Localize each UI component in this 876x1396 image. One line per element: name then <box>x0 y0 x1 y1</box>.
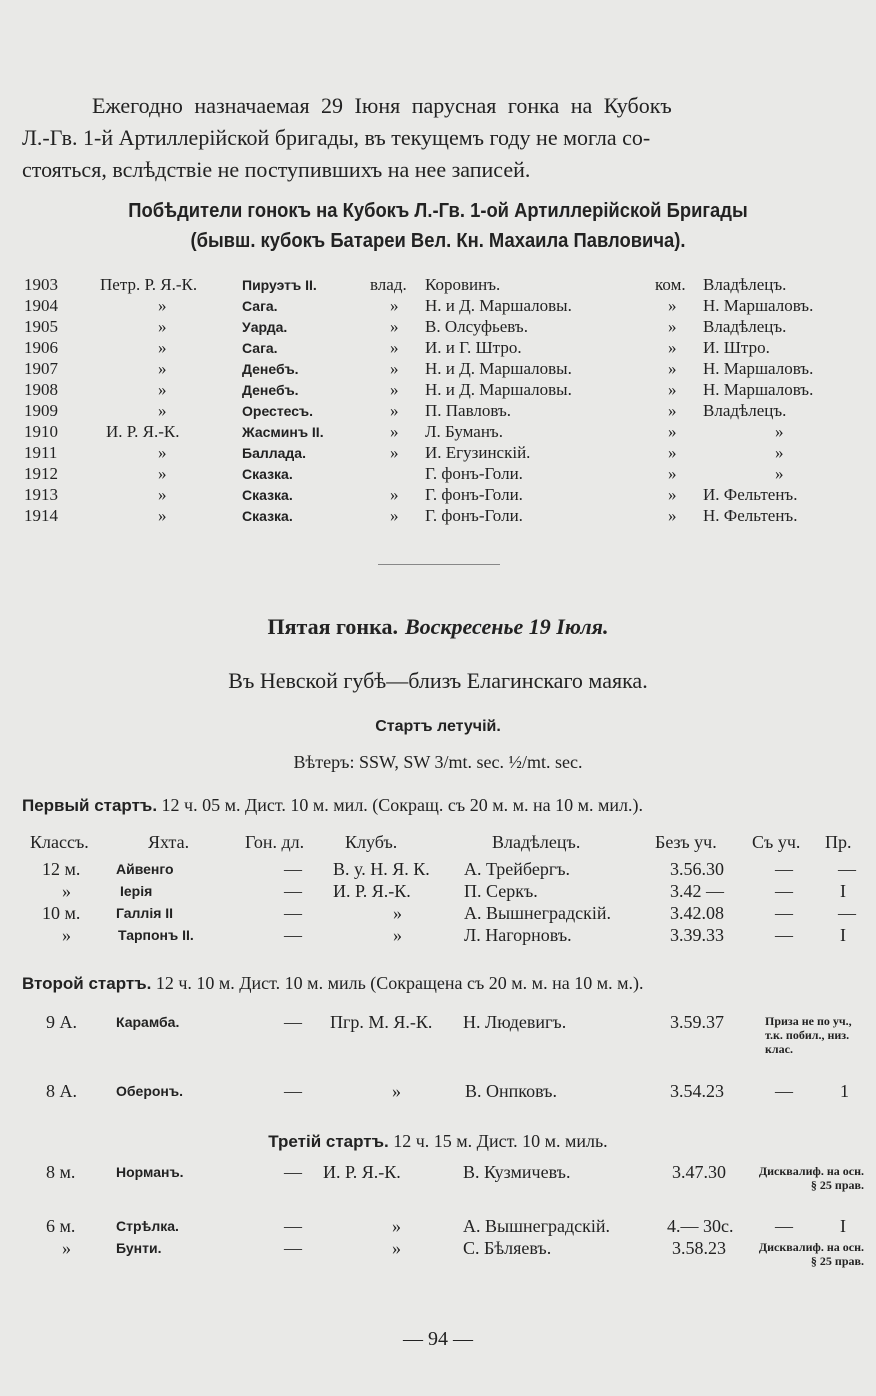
commander-mark: » <box>668 506 677 525</box>
result-row <box>0 1012 876 1082</box>
yacht: Жасминъ II. <box>242 424 324 440</box>
club: » <box>158 485 167 504</box>
results-header <box>0 832 876 854</box>
second-start-details: 12 ч. 10 м. Дист. 10 м. миль (Сокращена съ 20 м. м. на 10 м. м.). <box>155 973 644 993</box>
commander-mark: » <box>668 317 677 336</box>
result-row <box>0 925 876 947</box>
class: » <box>62 881 71 901</box>
owner: И. Егузинскій. <box>425 443 531 462</box>
winners-row <box>0 464 876 485</box>
class: » <box>62 925 71 945</box>
section-divider <box>378 564 500 565</box>
yacht: Оберонъ. <box>116 1083 183 1099</box>
yacht: Норманъ. <box>116 1164 184 1180</box>
first-start-label: Первый стартъ. <box>22 796 158 815</box>
winners-row <box>0 506 876 527</box>
year: 1910 <box>24 422 58 441</box>
owner-mark: » <box>390 296 399 315</box>
club: » <box>158 443 167 462</box>
time-corr: — <box>775 1216 793 1236</box>
club: И. Р. Я.-К. <box>333 881 411 901</box>
owner: А. Вышнеградскій. <box>463 1216 610 1236</box>
yacht: Орестесъ. <box>242 403 313 419</box>
winners-row <box>0 401 876 422</box>
club: И. Р. Я.-К. <box>323 1162 401 1182</box>
race-title-date: Воскресенье 19 Іюля. <box>404 614 609 639</box>
commander: Владѣлецъ. <box>703 401 787 420</box>
commander: » <box>775 422 784 441</box>
winners-row <box>0 422 876 443</box>
commander: Н. Маршаловъ. <box>703 296 814 315</box>
commander: Владѣлецъ. <box>703 275 787 294</box>
time-corr: — <box>775 925 793 945</box>
prize: — <box>838 903 856 923</box>
col-yacht: Яхта. <box>148 832 190 852</box>
club: » <box>392 1081 401 1101</box>
time-corr: — <box>775 903 793 923</box>
club: » <box>393 925 402 945</box>
commander: » <box>775 443 784 462</box>
owner: Н. и Д. Маршаловы. <box>425 359 572 378</box>
winners-row <box>0 380 876 401</box>
gon: — <box>284 903 302 923</box>
owner: И. и Г. Штро. <box>425 338 522 357</box>
commander-mark: ком. <box>655 275 686 294</box>
yacht: Сказка. <box>242 487 293 503</box>
first-start-details: 12 ч. 05 м. Дист. 10 м. мил. (Сокращ. съ 20 м. м. на 10 м. мил.). <box>161 795 643 815</box>
third-start-label: Третій стартъ. <box>268 1132 389 1151</box>
gon: — <box>284 1238 302 1258</box>
winners-row <box>0 317 876 338</box>
start-type: Стартъ летучій. <box>375 718 501 735</box>
yacht: Сказка. <box>242 508 293 524</box>
yacht: Айвенго <box>116 861 174 877</box>
yacht: Бунти. <box>116 1240 162 1256</box>
club: » <box>158 464 167 483</box>
commander-mark: » <box>668 380 677 399</box>
owner: В. Олсуфьевъ. <box>425 317 528 336</box>
owner: Л. Буманъ. <box>425 422 503 441</box>
club: » <box>158 401 167 420</box>
wind-info: Вѣтеръ: SSW, SW 3/mt. sec. ½/mt. sec. <box>293 752 583 772</box>
yacht: Уарда. <box>242 319 288 335</box>
third-start-details: 12 ч. 15 м. Дист. 10 м. миль. <box>393 1131 608 1151</box>
time-no-corr: 3.59.37 <box>670 1012 724 1032</box>
year: 1912 <box>24 464 58 483</box>
year: 1914 <box>24 506 58 525</box>
owner: В. Онпковъ. <box>465 1081 557 1101</box>
time-no-corr: 3.47.30 <box>672 1162 726 1182</box>
result-note: Дисквалиф. на осн. § 25 прав. <box>758 1164 864 1192</box>
owner-mark: » <box>390 317 399 336</box>
commander-mark: » <box>668 485 677 504</box>
result-note: Приза не по уч., т.к. побил., низ. клас. <box>765 1014 852 1056</box>
result-row <box>0 903 876 925</box>
gon: — <box>284 1216 302 1236</box>
winners-row <box>0 296 876 317</box>
owner: В. Кузмичевъ. <box>463 1162 571 1182</box>
club: » <box>158 338 167 357</box>
intro-paragraph <box>22 90 857 186</box>
club: » <box>158 296 167 315</box>
intro-line: Л.-Гв. 1-й Артиллерійской бригады, въ текущемъ году не могла со- <box>22 125 651 150</box>
intro-line: Ежегодно назначаемая 29 Іюня парусная гонка на Кубокъ <box>92 93 672 118</box>
year: 1905 <box>24 317 58 336</box>
year: 1909 <box>24 401 58 420</box>
owner: С. Бѣляевъ. <box>463 1238 552 1258</box>
time-no-corr: 3.54.23 <box>670 1081 724 1101</box>
winners-title-line2: (бывш. кубокъ Батареи Вел. Кн. Махаила Павловича). <box>190 230 686 252</box>
owner-mark: » <box>390 443 399 462</box>
col-no-corr: Безъ уч. <box>655 832 717 852</box>
yacht: Пируэтъ II. <box>242 277 317 293</box>
yacht: Стрѣлка. <box>116 1218 179 1234</box>
owner-mark: » <box>390 359 399 378</box>
commander: Н. Маршаловъ. <box>703 359 814 378</box>
race-location: Въ Невской губѣ—близъ Елагинскаго маяка. <box>228 668 648 693</box>
prize: — <box>838 859 856 879</box>
gon: — <box>284 925 302 945</box>
commander-mark: » <box>668 338 677 357</box>
year: 1908 <box>24 380 58 399</box>
gon: — <box>284 881 302 901</box>
owner-mark: » <box>390 401 399 420</box>
second-start-label: Второй стартъ. <box>22 974 152 993</box>
owner: Г. фонъ-Голи. <box>425 485 523 504</box>
yacht: Сага. <box>242 340 278 356</box>
first-start-line <box>22 795 643 816</box>
year: 1903 <box>24 275 58 294</box>
year: 1907 <box>24 359 58 378</box>
winners-row <box>0 338 876 359</box>
time-no-corr: 3.58.23 <box>672 1238 726 1258</box>
result-row <box>0 1216 876 1238</box>
yacht: Сказка. <box>242 466 293 482</box>
gon: — <box>284 1012 302 1032</box>
prize: I <box>840 1216 846 1236</box>
race-title <box>0 614 876 640</box>
commander-mark: » <box>668 359 677 378</box>
class: 6 м. <box>46 1216 76 1236</box>
commander: Владѣлецъ. <box>703 317 787 336</box>
class: 8 м. <box>46 1162 76 1182</box>
owner: Л. Нагорновъ. <box>464 925 572 945</box>
owner-mark: » <box>390 380 399 399</box>
owner: А. Трейбергъ. <box>464 859 571 879</box>
class: 10 м. <box>42 903 81 923</box>
third-start-line <box>0 1131 876 1152</box>
commander: И. Штро. <box>703 338 770 357</box>
club: » <box>392 1238 401 1258</box>
col-owner: Владѣлецъ. <box>492 832 581 852</box>
year: 1906 <box>24 338 58 357</box>
col-club: Клубъ. <box>345 832 398 852</box>
club: » <box>392 1216 401 1236</box>
year: 1913 <box>24 485 58 504</box>
class: 9 А. <box>46 1012 77 1032</box>
club: » <box>158 359 167 378</box>
intro-line: стояться, вслѣдствіе не поступившихъ на нее записей. <box>22 157 531 182</box>
owner: П. Павловъ. <box>425 401 512 420</box>
club: И. Р. Я.-К. <box>106 422 180 441</box>
owner-mark: » <box>390 485 399 504</box>
commander-mark: » <box>668 443 677 462</box>
commander: Н. Фельтенъ. <box>703 506 798 525</box>
winners-row <box>0 275 876 296</box>
commander-mark: » <box>668 422 677 441</box>
owner: Г. фонъ-Голи. <box>425 464 523 483</box>
col-gon: Гон. дл. <box>245 832 305 852</box>
class: 12 м. <box>42 859 81 879</box>
result-row <box>0 881 876 903</box>
second-start-line <box>22 973 643 994</box>
race-title-plain: Пятая гонка. <box>267 614 398 639</box>
yacht: Тарпонъ II. <box>118 927 194 943</box>
yacht: Денебъ. <box>242 361 299 377</box>
result-row <box>0 859 876 881</box>
club: В. у. Н. Я. К. <box>333 859 430 879</box>
col-class: Классъ. <box>30 832 89 852</box>
yacht: Баллада. <box>242 445 306 461</box>
time-corr: — <box>775 1081 793 1101</box>
yacht: Денебъ. <box>242 382 299 398</box>
class: » <box>62 1238 71 1258</box>
time-no-corr: 3.42 — <box>670 881 724 901</box>
commander: И. Фельтенъ. <box>703 485 798 504</box>
club: » <box>158 380 167 399</box>
owner-mark: » <box>390 422 399 441</box>
time-no-corr: 3.56.30 <box>670 859 724 879</box>
club: » <box>158 317 167 336</box>
owner-mark: » <box>390 506 399 525</box>
gon: — <box>284 859 302 879</box>
year: 1911 <box>24 443 58 462</box>
owner: Н. и Д. Маршаловы. <box>425 296 572 315</box>
winners-row <box>0 485 876 506</box>
winners-title-line1: Побѣдители гонокъ на Кубокъ Л.-Гв. 1-ой Артиллерійской Бригады <box>128 200 748 222</box>
owner: А. Вышнеградскій. <box>464 903 611 923</box>
col-corr: Съ уч. <box>752 832 801 852</box>
commander-mark: » <box>668 296 677 315</box>
owner-mark: » <box>390 338 399 357</box>
prize: I <box>840 881 846 901</box>
result-note: Дисквалиф. на осн. § 25 прав. <box>758 1240 864 1268</box>
yacht: Сага. <box>242 298 278 314</box>
club: Пгр. М. Я.-К. <box>330 1012 433 1032</box>
commander: Н. Маршаловъ. <box>703 380 814 399</box>
time-no-corr: 3.42.08 <box>670 903 724 923</box>
owner: Н. и Д. Маршаловы. <box>425 380 572 399</box>
prize: 1 <box>840 1081 849 1101</box>
club: » <box>158 506 167 525</box>
commander-mark: » <box>668 464 677 483</box>
page-number: — 94 — <box>403 1328 473 1350</box>
winners-row <box>0 443 876 464</box>
yacht: Галлія II <box>116 905 174 921</box>
yacht: Іерія <box>120 883 153 899</box>
owner: Г. фонъ-Голи. <box>425 506 523 525</box>
result-row <box>0 1162 876 1214</box>
club: » <box>393 903 402 923</box>
col-prize: Пр. <box>825 832 852 852</box>
owner: Н. Людевигъ. <box>463 1012 567 1032</box>
winners-row <box>0 359 876 380</box>
gon: — <box>284 1162 302 1182</box>
class: 8 А. <box>46 1081 77 1101</box>
time-corr: — <box>775 881 793 901</box>
owner: П. Серкъ. <box>464 881 538 901</box>
owner: Коровинъ. <box>425 275 501 294</box>
time-no-corr: 4.— 30с. <box>667 1216 734 1236</box>
owner-mark: влад. <box>370 275 407 294</box>
prize: I <box>840 925 846 945</box>
yacht: Карамба. <box>116 1014 180 1030</box>
time-no-corr: 3.39.33 <box>670 925 724 945</box>
year: 1904 <box>24 296 58 315</box>
commander: » <box>775 464 784 483</box>
time-corr: — <box>775 859 793 879</box>
gon: — <box>284 1081 302 1101</box>
result-row <box>0 1238 876 1290</box>
result-row <box>0 1081 876 1103</box>
club: Петр. Р. Я.-К. <box>100 275 198 294</box>
commander-mark: » <box>668 401 677 420</box>
